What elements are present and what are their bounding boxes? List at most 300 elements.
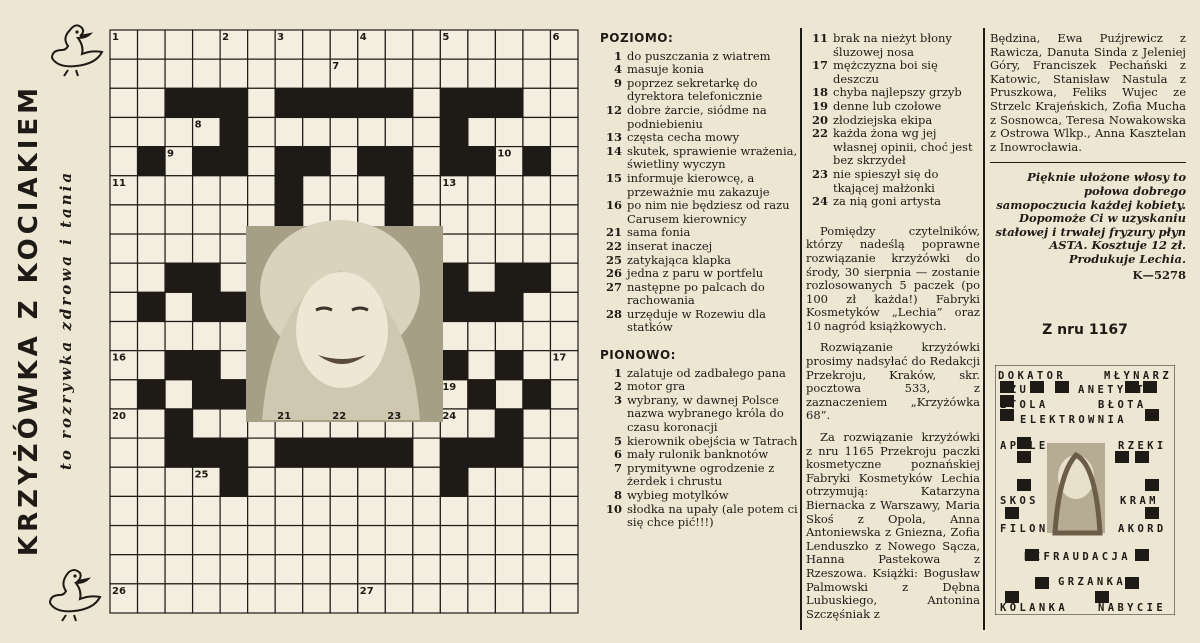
grid-cell[interactable]: [165, 322, 193, 351]
grid-cell[interactable]: [138, 30, 166, 59]
grid-cell[interactable]: [523, 351, 551, 380]
clue-number: 1: [613, 365, 622, 380]
grid-cell[interactable]: [275, 59, 303, 88]
clue-number: 2: [613, 379, 622, 394]
grid-block: [330, 88, 358, 117]
grid-cell[interactable]: [495, 205, 523, 234]
grid-cell[interactable]: [330, 584, 358, 613]
clue-text: prymitywne ogrodzenie z żerdek i chrustu: [627, 460, 775, 489]
clue-text: za nią goni artysta: [833, 194, 942, 209]
mini-block: [1135, 549, 1149, 561]
grid-cell[interactable]: [110, 526, 138, 555]
clue-item: [806, 86, 980, 100]
grid-cell[interactable]: [248, 555, 276, 584]
grid-cell[interactable]: [495, 30, 523, 59]
grid-cell[interactable]: [193, 30, 221, 59]
grid-cell[interactable]: [468, 263, 496, 292]
grid-cell[interactable]: [385, 30, 413, 59]
grid-cell[interactable]: [303, 467, 331, 496]
clue-number: 9: [613, 75, 622, 90]
grid-cell[interactable]: [468, 117, 496, 146]
grid-block: [468, 88, 496, 117]
grid-cell[interactable]: [193, 409, 221, 438]
grid-cell[interactable]: [550, 496, 578, 525]
grid-cell[interactable]: [138, 526, 166, 555]
grid-cell[interactable]: [495, 555, 523, 584]
clue-item: [806, 114, 980, 128]
grid-block: [220, 438, 248, 467]
grid-cell[interactable]: [413, 584, 441, 613]
clue-number: 28: [605, 306, 622, 321]
grid-cell[interactable]: [330, 555, 358, 584]
grid-number: 15: [442, 294, 457, 306]
grid-cell[interactable]: [413, 176, 441, 205]
clue-item: [600, 240, 800, 254]
grid-number: 3: [277, 32, 285, 43]
grid-cell[interactable]: [220, 526, 248, 555]
grid-cell[interactable]: [468, 351, 496, 380]
prev-word: BŁOTA: [1098, 399, 1147, 411]
grid-cell[interactable]: [413, 30, 441, 59]
grid-cell[interactable]: [358, 176, 386, 205]
grid-cell[interactable]: [550, 467, 578, 496]
grid-cell[interactable]: [385, 117, 413, 146]
prev-word: NABYCIE: [1098, 602, 1167, 614]
grid-cell[interactable]: [138, 176, 166, 205]
grid-cell[interactable]: [330, 467, 358, 496]
grid-cell[interactable]: [358, 555, 386, 584]
ad-text: Pięknie ułożone włosy to połowa dobrego samopoczucia każdej kobiety. Dopomoże Ci w uzyskaniu stałowej i trwałej fryzury płyn ASTA. Kosztuje 12 zł. Produkuje Lechia.: [995, 170, 1186, 266]
grid-cell[interactable]: [138, 234, 166, 263]
grid-cell[interactable]: [468, 205, 496, 234]
grid-cell[interactable]: [468, 467, 496, 496]
grid-cell[interactable]: [303, 117, 331, 146]
grid-cell[interactable]: [110, 234, 138, 263]
grid-cell[interactable]: [468, 59, 496, 88]
grid-cell[interactable]: [330, 30, 358, 59]
clue-text: denne lub czołowe: [833, 98, 942, 113]
grid-cell[interactable]: [303, 526, 331, 555]
grid-cell[interactable]: [138, 584, 166, 613]
grid-cell[interactable]: [138, 59, 166, 88]
grid-cell[interactable]: [523, 117, 551, 146]
clue-number: 22: [605, 238, 622, 253]
grid-cell[interactable]: [275, 584, 303, 613]
grid-cell[interactable]: [330, 526, 358, 555]
grid-number: 10: [497, 148, 512, 160]
grid-cell[interactable]: [248, 467, 276, 496]
grid-block: [440, 147, 468, 176]
grid-cell[interactable]: [468, 496, 496, 525]
grid-cell[interactable]: [468, 322, 496, 351]
grid-number: 5: [442, 32, 450, 43]
grid-block: [523, 263, 551, 292]
grid-cell[interactable]: [220, 59, 248, 88]
grid-cell[interactable]: [220, 409, 248, 438]
grid-cell[interactable]: [550, 380, 578, 409]
grid-cell[interactable]: [220, 205, 248, 234]
grid-cell[interactable]: [303, 176, 331, 205]
clue-item: [600, 308, 800, 335]
grid-block: [523, 147, 551, 176]
grid-cell[interactable]: [248, 30, 276, 59]
clue-text: inserat inaczej: [627, 238, 713, 253]
grid-block: [385, 176, 413, 205]
grid-cell[interactable]: [165, 496, 193, 525]
grid-cell[interactable]: [550, 88, 578, 117]
grid-cell[interactable]: [385, 526, 413, 555]
grid-block: [495, 263, 523, 292]
grid-cell[interactable]: [495, 176, 523, 205]
grid-cell[interactable]: [385, 496, 413, 525]
grid-cell[interactable]: [248, 176, 276, 205]
grid-cell[interactable]: [165, 380, 193, 409]
grid-block: [303, 438, 331, 467]
grid-cell[interactable]: [138, 117, 166, 146]
grid-cell[interactable]: [495, 467, 523, 496]
grid-block: [193, 351, 221, 380]
grid-cell[interactable]: [413, 59, 441, 88]
prev-word: APELE: [1000, 440, 1049, 452]
grid-cell[interactable]: [385, 584, 413, 613]
grid-cell[interactable]: [110, 380, 138, 409]
grid-cell[interactable]: [110, 555, 138, 584]
grid-cell[interactable]: [220, 555, 248, 584]
grid-cell[interactable]: [440, 322, 468, 351]
grid-cell[interactable]: [495, 496, 523, 525]
grid-cell[interactable]: [138, 351, 166, 380]
grid-number: 17: [552, 352, 567, 364]
grid-block: [220, 117, 248, 146]
grid-cell[interactable]: [165, 30, 193, 59]
grid-cell[interactable]: [550, 176, 578, 205]
grid-cell[interactable]: [220, 263, 248, 292]
grid-cell[interactable]: [110, 438, 138, 467]
clue-item: [600, 226, 800, 240]
clue-item: [600, 489, 800, 503]
grid-cell[interactable]: [248, 584, 276, 613]
grid-cell[interactable]: [165, 292, 193, 321]
grid-cell[interactable]: [440, 584, 468, 613]
grid-cell[interactable]: [275, 555, 303, 584]
grid-number: 12: [277, 177, 292, 189]
contest-paragraph-2: Rozwiązanie krzyżówki prosimy nadsyłać do Redakcji Przekroju, Kraków, skr. pocztowa 533, z zaznaczeniem „Krzyżówka 68”.: [806, 340, 980, 423]
mini-block: [1135, 451, 1149, 463]
grid-cell[interactable]: [248, 88, 276, 117]
grid-cell[interactable]: [110, 88, 138, 117]
clue-text: skutek, sprawienie wrażenia, świetliny wyczyn: [627, 143, 798, 172]
grid-cell[interactable]: [275, 526, 303, 555]
grid-cell[interactable]: [550, 292, 578, 321]
grid-cell[interactable]: [220, 234, 248, 263]
clue-item: [600, 254, 800, 268]
grid-cell[interactable]: [413, 438, 441, 467]
clue-item: [806, 100, 980, 114]
grid-block: [138, 147, 166, 176]
clue-item: [806, 195, 980, 209]
grid-block: [358, 438, 386, 467]
grid-cell[interactable]: [220, 322, 248, 351]
grid-cell[interactable]: [468, 526, 496, 555]
grid-cell[interactable]: [523, 496, 551, 525]
grid-block: [275, 88, 303, 117]
right-column: [990, 32, 1186, 282]
mini-block: [1145, 507, 1159, 519]
grid-number: 13: [442, 177, 457, 189]
grid-cell[interactable]: [138, 322, 166, 351]
grid-cell[interactable]: [165, 176, 193, 205]
clue-item: [806, 127, 980, 168]
grid-cell[interactable]: [358, 467, 386, 496]
grid-cell[interactable]: [138, 496, 166, 525]
grid-cell[interactable]: [303, 555, 331, 584]
grid-cell[interactable]: [468, 30, 496, 59]
grid-cell[interactable]: [550, 438, 578, 467]
grid-cell[interactable]: [165, 59, 193, 88]
grid-cell[interactable]: [138, 438, 166, 467]
grid-cell[interactable]: [550, 584, 578, 613]
clue-number: 14: [605, 143, 622, 158]
grid-cell[interactable]: [468, 409, 496, 438]
grid-cell[interactable]: [330, 117, 358, 146]
grid-cell[interactable]: [330, 176, 358, 205]
grid-cell[interactable]: [385, 555, 413, 584]
grid-cell[interactable]: [193, 555, 221, 584]
grid-block: [468, 438, 496, 467]
clue-text: zalatuje od zadbałego pana: [627, 365, 786, 380]
grid-cell[interactable]: [523, 584, 551, 613]
grid-block: [495, 88, 523, 117]
grid-cell[interactable]: [248, 526, 276, 555]
clue-number: 15: [605, 170, 622, 185]
grid-cell[interactable]: [110, 496, 138, 525]
grid-cell[interactable]: [330, 147, 358, 176]
clue-item: [600, 503, 800, 530]
clue-number: 5: [613, 433, 622, 448]
grid-cell[interactable]: [275, 467, 303, 496]
grid-cell[interactable]: [165, 117, 193, 146]
grid-cell[interactable]: [193, 176, 221, 205]
grid-cell[interactable]: [495, 584, 523, 613]
grid-cell[interactable]: [523, 322, 551, 351]
grid-cell[interactable]: [248, 496, 276, 525]
grid-cell[interactable]: [248, 438, 276, 467]
grid-cell[interactable]: [550, 322, 578, 351]
grid-cell[interactable]: [413, 467, 441, 496]
grid-block: [440, 117, 468, 146]
grid-cell[interactable]: [248, 59, 276, 88]
clue-number: 16: [605, 198, 622, 213]
grid-cell[interactable]: [440, 496, 468, 525]
grid-cell[interactable]: [385, 467, 413, 496]
grid-cell[interactable]: [550, 555, 578, 584]
grid-cell[interactable]: [138, 205, 166, 234]
grid-cell[interactable]: [193, 234, 221, 263]
grid-cell[interactable]: [550, 59, 578, 88]
grid-cell[interactable]: [523, 30, 551, 59]
grid-cell[interactable]: [193, 205, 221, 234]
grid-cell[interactable]: [440, 205, 468, 234]
grid-cell[interactable]: [550, 205, 578, 234]
grid-cell[interactable]: [165, 234, 193, 263]
grid-cell[interactable]: [165, 555, 193, 584]
clue-item: [600, 104, 800, 131]
grid-cell[interactable]: [358, 526, 386, 555]
face: [296, 272, 388, 388]
previous-solution-title: Z nru 1167: [1042, 322, 1128, 338]
grid-cell[interactable]: [165, 467, 193, 496]
clue-number: 13: [605, 130, 622, 145]
grid-cell[interactable]: [110, 292, 138, 321]
grid-cell[interactable]: [110, 263, 138, 292]
clue-number: 10: [605, 501, 622, 516]
grid-block: [440, 88, 468, 117]
clue-text: zatykająca klapka: [627, 252, 731, 267]
grid-cell[interactable]: [385, 59, 413, 88]
grid-cell[interactable]: [275, 496, 303, 525]
grid-cell[interactable]: [138, 467, 166, 496]
grid-cell[interactable]: [248, 117, 276, 146]
grid-cell[interactable]: [468, 176, 496, 205]
grid-block: [495, 409, 523, 438]
grid-cell[interactable]: [193, 584, 221, 613]
grid-cell[interactable]: [110, 205, 138, 234]
clue-text: brak na nieżyt błony śluzowej nosa: [833, 31, 952, 59]
grid-cell[interactable]: [523, 234, 551, 263]
grid-cell[interactable]: [523, 409, 551, 438]
winners-continued: Będzina, Ewa Puźjrewicz z Rawicza, Danuta Sinda z Jeleniej Góry, Franciszek Pechański z Katowic, Stanisław Nastula z Pruszkowa, Feliks Wujec ze Strzelc Krajeńskich, Zofia Mucha z Sosnowca, Teresa Nowakowska z Ostrowa Wlkp., Anna Kasztelan z Inowrocławia.: [990, 31, 1186, 154]
grid-cell[interactable]: [495, 117, 523, 146]
grid-cell[interactable]: [550, 234, 578, 263]
grid-block: [193, 438, 221, 467]
grid-cell[interactable]: [110, 117, 138, 146]
grid-cell[interactable]: [110, 322, 138, 351]
clue-number: 17: [811, 58, 828, 73]
grid-cell[interactable]: [248, 147, 276, 176]
mini-block: [1125, 577, 1139, 589]
grid-cell[interactable]: [303, 584, 331, 613]
grid-cell[interactable]: [165, 205, 193, 234]
grid-cell[interactable]: [165, 526, 193, 555]
grid-cell[interactable]: [193, 496, 221, 525]
grid-block: [138, 380, 166, 409]
grid-cell[interactable]: [110, 59, 138, 88]
grid-cell[interactable]: [220, 584, 248, 613]
clue-text: mały rulonik banknotów: [627, 447, 769, 462]
clue-item: [600, 50, 800, 64]
grid-cell[interactable]: [358, 59, 386, 88]
grid-number: 24: [442, 410, 457, 422]
grid-block: [495, 351, 523, 380]
grid-cell[interactable]: [523, 292, 551, 321]
grid-cell[interactable]: [358, 496, 386, 525]
grid-cell[interactable]: [303, 59, 331, 88]
grid-cell[interactable]: [440, 555, 468, 584]
grid-cell[interactable]: [468, 584, 496, 613]
clue-number: 22: [811, 126, 828, 141]
prev-word: MŁYNARZ: [1104, 370, 1173, 382]
contest-paragraph-1: Pomiędzy czytelników, którzy nadeślą poprawne rozwiązanie krzyżówki do środy, 30 sierpnia — zostanie rozlosowanych 5 paczek (po 100 zł każda!) Fabryki Kosmetyków „Lechia” oraz 10 nagród książkowych.: [806, 223, 980, 333]
grid-cell[interactable]: [220, 176, 248, 205]
clue-item: [806, 32, 980, 59]
grid-cell[interactable]: [193, 59, 221, 88]
grid-cell[interactable]: [138, 409, 166, 438]
grid-number: 9: [167, 148, 175, 160]
grid-cell[interactable]: [413, 496, 441, 525]
clue-number: 8: [613, 488, 622, 502]
grid-cell[interactable]: [550, 147, 578, 176]
grid-cell[interactable]: [550, 409, 578, 438]
grid-cell[interactable]: [413, 88, 441, 117]
grid-block: [303, 88, 331, 117]
grid-number: 8: [194, 119, 202, 131]
mini-block: [1115, 451, 1129, 463]
grid-cell[interactable]: [220, 351, 248, 380]
grid-cell[interactable]: [303, 496, 331, 525]
grid-cell[interactable]: [275, 117, 303, 146]
grid-cell[interactable]: [110, 147, 138, 176]
grid-cell[interactable]: [193, 322, 221, 351]
grid-cell[interactable]: [413, 555, 441, 584]
grid-cell[interactable]: [523, 205, 551, 234]
grid-cell[interactable]: [413, 117, 441, 146]
grid-cell[interactable]: [138, 555, 166, 584]
grid-cell[interactable]: [138, 263, 166, 292]
grid-cell[interactable]: [523, 176, 551, 205]
grid-cell[interactable]: [550, 117, 578, 146]
grid-cell[interactable]: [303, 30, 331, 59]
prev-word: AKORD: [1118, 523, 1167, 535]
grid-cell[interactable]: [550, 263, 578, 292]
grid-cell[interactable]: [495, 322, 523, 351]
grid-cell[interactable]: [523, 88, 551, 117]
grid-cell[interactable]: [468, 555, 496, 584]
grid-cell[interactable]: [440, 526, 468, 555]
grid-cell[interactable]: [495, 526, 523, 555]
prev-word: RZEKI: [1118, 440, 1167, 452]
grid-block: [165, 409, 193, 438]
grid-cell[interactable]: [495, 59, 523, 88]
prev-word: DEFRAUDACJA: [1024, 551, 1131, 563]
grid-cell[interactable]: [358, 117, 386, 146]
grid-cell[interactable]: [468, 234, 496, 263]
grid-block: [220, 467, 248, 496]
grid-cell[interactable]: [165, 584, 193, 613]
grid-cell[interactable]: [440, 234, 468, 263]
grid-cell[interactable]: [138, 88, 166, 117]
grid-cell[interactable]: [523, 467, 551, 496]
grid-cell[interactable]: [523, 555, 551, 584]
grid-cell[interactable]: [413, 147, 441, 176]
grid-cell[interactable]: [330, 496, 358, 525]
clue-item: [600, 448, 800, 462]
grid-cell[interactable]: [220, 496, 248, 525]
grid-cell[interactable]: [413, 526, 441, 555]
clue-text: następne po palcach do rachowania: [627, 279, 765, 308]
grid-cell[interactable]: [495, 234, 523, 263]
grid-cell[interactable]: [495, 380, 523, 409]
prev-word: KOLANKA: [1000, 602, 1069, 614]
grid-cell[interactable]: [440, 59, 468, 88]
grid-cell[interactable]: [523, 526, 551, 555]
grid-cell[interactable]: [523, 59, 551, 88]
grid-cell[interactable]: [523, 438, 551, 467]
clue-text: każda żona wg jej własnej opinii, choć jest bez skrzydeł: [833, 126, 973, 168]
grid-block: [220, 147, 248, 176]
grid-cell[interactable]: [550, 526, 578, 555]
grid-cell[interactable]: [110, 467, 138, 496]
grid-cell[interactable]: [193, 526, 221, 555]
